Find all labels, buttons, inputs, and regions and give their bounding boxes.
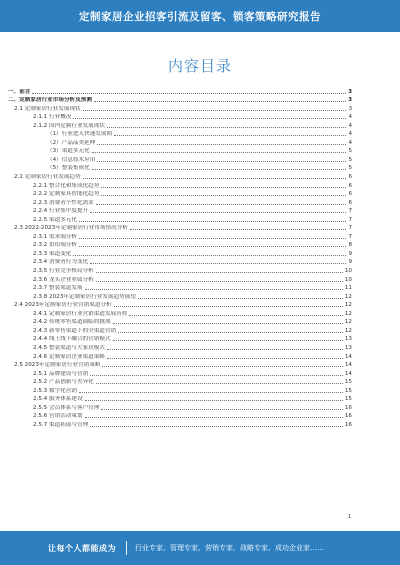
toc-entry-page: 12 [344,293,352,300]
toc-leader-dots [107,358,343,359]
footer-divider [126,541,127,555]
toc-entry-label: 2.5 2023年定制家居行业营销策略 [14,362,101,369]
toc-entry-page: 9 [348,250,352,257]
toc-entry-page: 12 [344,327,352,334]
toc-entry[interactable] [8,137,352,146]
toc-entry[interactable] [8,291,352,300]
toc-entry-label: 2.2.5 渠道多元化 [33,216,77,223]
toc-entry[interactable] [8,146,352,155]
toc-leader-dots [73,255,346,256]
toc-entry-label: 2.4 2023年定制家居行业营销渠道分析 [14,302,112,309]
toc-entry[interactable] [8,154,352,163]
toc-leader-dots [92,169,347,170]
toc-leader-dots [107,349,343,350]
toc-entry-page: 13 [344,344,352,351]
toc-leader-dots [96,204,347,205]
toc-entry-label: 2.2.3 消费者个性化需求 [33,199,94,206]
toc-leader-dots [85,400,343,401]
toc-entry-label: 2.3.7 整装渠道发展 [33,285,83,292]
toc-leader-dots [85,289,343,290]
toc-entry-label: 2.1.1 行业概况 [33,114,72,121]
toc-entry-label: 2.4.3 新零售渠道下的全渠道营销 [33,327,117,334]
toc-leader-dots [90,212,346,213]
toc-entry-page: 3 [348,88,352,95]
toc-entry-page: 4 [348,131,352,138]
toc-entry[interactable] [8,308,352,317]
toc-leader-dots [83,110,347,111]
toc-entry[interactable] [8,257,352,266]
toc-entry-label: 2.3 2022-2023年定制家居行业市场情况分析 [14,225,128,232]
toc-entry-page: 6 [348,199,352,206]
toc-entry-page: 6 [348,174,352,181]
toc-leader-dots [79,238,346,239]
toc-leader-dots [114,135,346,136]
toc-entry[interactable] [8,86,352,95]
toc-entry-label: 2.4.6 定制家居企业渠道策略 [33,353,105,360]
toc-entry-page: 14 [344,362,352,369]
toc-leader-dots [107,127,346,128]
toc-entry-label: 2.4.2 传统零售渠道面临的挑战 [33,319,111,326]
toc-entry-page: 6 [348,191,352,198]
toc-entry-label: 2.3.1 需求端分析 [33,233,77,240]
toc-entry-page: 7 [348,208,352,215]
toc-entry-label: 二、定制家居行业市场分析及预测 [8,97,92,104]
toc-leader-dots [101,409,343,410]
toc-entry-page: 6 [348,182,352,189]
toc-entry-page: 9 [348,259,352,266]
toc-entry-page: 14 [344,370,352,377]
toc-leader-dots [96,383,343,384]
toc-entry-label: （1）行业进入快速发展期 [47,131,113,138]
toc-entry-page: 5 [348,156,352,163]
toc-leader-dots [73,118,346,119]
toc-entry-label: 2.4.1 定制家居行业营销渠道发展历程 [33,310,128,317]
toc-entry[interactable] [8,129,352,138]
toc-entry[interactable] [8,231,352,240]
toc-entry[interactable] [8,411,352,420]
toc-leader-dots [32,93,346,94]
toc-entry-page: 7 [348,216,352,223]
toc-leader-dots [90,263,346,264]
toc-entry-page: 15 [344,379,352,386]
toc-leader-dots [90,426,343,427]
toc-entry-page: 15 [344,387,352,394]
toc-entry-page: 16 [344,421,352,428]
toc-leader-dots [96,272,343,273]
toc-entry-page: 15 [344,396,352,403]
toc-entry-page: 14 [344,353,352,360]
toc-entry-label: 2.5.3 数字化营销 [33,387,77,394]
toc-entry[interactable] [8,300,352,309]
toc-entry-label: 2.3.6 龙头企业业绩分析 [33,276,94,283]
toc-entry-label: 2.3.5 行业竞争格局分析 [33,268,94,275]
toc-entry[interactable] [8,197,352,206]
toc-entry-label: 2.4.5 整装渠道与大家居模式 [33,344,105,351]
toc-leader-dots [94,101,346,102]
toc-entry-label: （3）渠道多元化 [47,148,90,155]
toc-leader-dots [102,366,342,367]
toc-entry-label: 2.1.2 国内定制行业发展现状 [33,122,105,129]
toc-entry-page: 3 [348,97,352,104]
toc-entry[interactable] [8,325,352,334]
toc-entry-label: 2.5.1 品牌建设与营销 [33,370,89,377]
toc-entry-page: 12 [344,310,352,317]
toc-entry[interactable] [8,189,352,198]
toc-entry-page: 10 [344,268,352,275]
toc-entry[interactable] [8,283,352,292]
toc-entry[interactable] [8,385,352,394]
toc-leader-dots [138,298,343,299]
toc-leader-dots [113,340,343,341]
toc-entry-label: （5）整装集成化 [47,165,90,172]
toc-entry[interactable] [8,317,352,326]
toc-entry-label: 2.5.7 渠道拓展与管理 [33,421,89,428]
toc-entry-page: 10 [344,276,352,283]
toc-entry-page: 4 [348,139,352,146]
toc-entry-page: 3 [348,105,352,112]
toc-leader-dots [101,187,346,188]
toc-leader-dots [79,221,346,222]
report-header [0,0,400,32]
toc-entry-label: 2.2.1 整合化和集成化趋势 [33,182,100,189]
toc-entry-page: 13 [344,336,352,343]
toc-entry-page: 12 [344,302,352,309]
toc-entry[interactable] [8,214,352,223]
toc-leader-dots [79,392,343,393]
toc-entry[interactable] [8,402,352,411]
toc-leader-dots [96,281,343,282]
table-of-contents [8,86,352,428]
toc-leader-dots [83,178,347,179]
toc-leader-dots [129,315,343,316]
toc-entry[interactable] [8,223,352,232]
toc-entry[interactable] [8,206,352,215]
toc-entry-label: 2.2.4 行业集中度提升 [33,208,89,215]
toc-entry[interactable] [8,377,352,386]
toc-entry-page: 11 [344,285,352,292]
toc-entry-page: 8 [348,242,352,249]
toc-entry-label: （4）信息技术应用 [47,156,96,163]
toc-leader-dots [130,229,347,230]
toc-entry-page: 5 [348,148,352,155]
toc-entry[interactable] [8,265,352,274]
toc-leader-dots [97,144,346,145]
toc-entry-page: 16 [344,404,352,411]
toc-entry[interactable] [8,360,352,369]
toc-entry-label: 2.5.5 会员体系与客户管理 [33,404,100,411]
toc-leader-dots [92,152,347,153]
toc-entry[interactable] [8,342,352,351]
report-footer [0,531,400,565]
toc-entry[interactable] [8,419,352,428]
toc-entry-page: 7 [348,225,352,232]
toc-entry[interactable] [8,274,352,283]
toc-heading: 内容目录 [167,57,232,75]
toc-entry[interactable] [8,171,352,180]
toc-entry[interactable] [8,334,352,343]
toc-entry-page: 5 [348,165,352,172]
toc-entry-label: 2.1 定制家居行业发展现状 [14,105,81,112]
toc-entry-page: 4 [348,114,352,121]
toc-entry[interactable] [8,351,352,360]
toc-entry-page: 4 [348,122,352,129]
report-title: 定制家居企业招客引流及留客、锁客策略研究报告 [79,10,321,23]
toc-entry[interactable] [8,180,352,189]
toc-entry-label: 2.5.2 产品创新与差异化 [33,379,94,386]
toc-entry-label: 2.2 定制家居行业发展趋势 [14,174,81,181]
toc-entry-page: 16 [344,413,352,420]
toc-leader-dots [85,417,343,418]
toc-entry-label: 2.4.4 线上线下融合的营销模式 [33,336,111,343]
toc-entry-label: 2.3.4 消费者行为变化 [33,259,89,266]
toc-entry[interactable] [8,95,352,104]
toc-leader-dots [90,375,343,376]
toc-entry[interactable] [8,163,352,172]
toc-leader-dots [114,306,343,307]
toc-leader-dots [118,332,343,333]
toc-entry-label: 一、前言 [8,88,31,95]
toc-entry[interactable] [8,112,352,121]
toc-entry[interactable] [8,103,352,112]
toc-entry-label: 2.3.2 供给端分析 [33,242,77,249]
page-number: 1 [348,514,352,520]
toc-entry-label: 2.2.2 定制家具智能化趋势 [33,191,100,198]
toc-entry-label: 2.5.4 服务体系建设 [33,396,83,403]
toc-entry-label: 2.3.3 渠道变化 [33,250,72,257]
toc-entry[interactable] [8,394,352,403]
footer-tagline: 行业专家、管理专家、营销专家、战略专家、成功企业家…… [135,544,324,552]
toc-entry[interactable] [8,240,352,249]
toc-entry-label: 2.3.8 2023年定制家居行业发展趋势展望 [33,293,136,300]
toc-leader-dots [113,323,343,324]
toc-entry-page: 12 [344,319,352,326]
toc-entry[interactable] [8,368,352,377]
toc-leader-dots [101,195,346,196]
toc-leader-dots [97,161,346,162]
toc-entry[interactable] [8,248,352,257]
toc-entry[interactable] [8,120,352,129]
footer-slogan: 让每个人都能成为 [48,543,116,553]
toc-entry-page: 7 [348,233,352,240]
toc-leader-dots [79,246,346,247]
toc-entry-label: 2.5.6 营销活动策划 [33,413,83,420]
toc-entry-label: （2）产品品类延伸 [47,139,96,146]
